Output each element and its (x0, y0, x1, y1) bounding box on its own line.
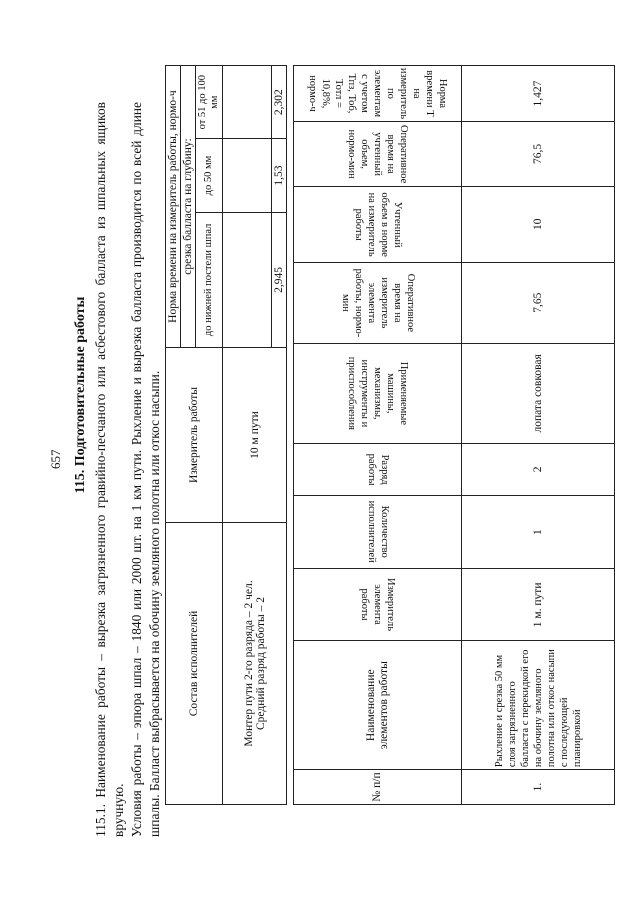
empty-cell (223, 139, 272, 212)
header-to-50mm: до 50 мм (196, 139, 223, 212)
section-title: 115. Подготовительные работы (73, 296, 88, 494)
header-norm: Норма времени на измеритель работы, нормо-ч (166, 66, 181, 348)
composition-cell (223, 522, 287, 804)
header-volume (294, 186, 462, 262)
row-element-meter: 1 м. пути (462, 569, 615, 641)
header-tools (294, 343, 462, 443)
header-51-100mm: от 51 до 100 мм (196, 66, 223, 139)
header-count-text: Количество исполнителей (365, 500, 390, 564)
row-grade: 2 (462, 443, 615, 495)
row-count: 1 (462, 495, 615, 569)
row-norm-t: 1,427 (462, 66, 615, 122)
page-number: 657 (48, 449, 63, 469)
header-count (294, 495, 462, 569)
composition-line1: Монтер пути 2-го разряда – 2 чел. (242, 580, 255, 747)
row-op-time: 7,65 (462, 262, 615, 343)
header-op-time-text: Оперативное время на измеритель элемента работы, нормо-мин (339, 268, 416, 337)
empty-cell (223, 66, 272, 139)
row-element-name: Рыхление и срезка 50 мм слоя загрязненного балласта с перекидкой его на обочину земляного полотна или откос насыпи с последующей планировкой (462, 641, 615, 770)
empty-cell (223, 212, 272, 347)
row-num: 1. (462, 770, 615, 805)
header-grade-text: Разряд работы (365, 453, 390, 486)
header-op-volume (294, 122, 462, 187)
header-op-volume-text: Оперативное время на учтенный объем, нормо-мин (346, 124, 409, 184)
work-conditions-paragraph: Условия работы – эпюра шпал – 1840 или 2000 шт. на 1 км пути. Рыхление и вырезка балласта производится по всей длине шпалы. Балласт выбрасывается на обочину земляного полотна или откос насыпи. (129, 102, 162, 837)
header-to-sleeper-bed: до нижней постели шпал (196, 212, 223, 347)
header-volume-text: Учтенный объем в норме на измеритель работы (352, 191, 403, 257)
row-volume: 10 (462, 186, 615, 262)
header-tools-text: Применяемые машины, механизмы, инструменты и приспособления (346, 356, 409, 430)
header-norm-t (294, 66, 462, 122)
row-op-volume: 76,5 (462, 122, 615, 187)
header-num: № п/п (294, 770, 462, 805)
header-element-meter-text: Измеритель элемента работы (359, 578, 396, 632)
work-name-paragraph: 115.1. Наименование работы – вырезка загрязненного гравийно-песчаного или асбестового балласта из шпальных ящиков вручную. (93, 102, 126, 837)
header-cut-depth: срезка балласта на глубину: (181, 66, 196, 348)
header-composition: Состав исполнителей (166, 522, 223, 804)
meter-cell: 10 м пути (223, 348, 287, 523)
elements-table (293, 65, 615, 805)
header-element-meter (294, 569, 462, 641)
value-to-sleeper-bed: 2,945 (272, 212, 287, 347)
row-tools: лопата совковая (462, 343, 615, 443)
header-op-time (294, 262, 462, 343)
header-meter: Измеритель работы (166, 348, 223, 523)
header-norm-t-text: Норма времени Т на измеритель по элементам с учетом Тпз, Тоб, Тотл = 10,8%, нормо-ч (307, 68, 448, 120)
value-51-100mm: 2,302 (272, 66, 287, 139)
header-grade (294, 443, 462, 495)
value-to-50mm: 1,53 (272, 139, 287, 212)
norms-table (165, 65, 287, 805)
composition-line2: Средний разряд работы – 2 (254, 596, 267, 730)
work-description (92, 102, 164, 837)
header-element-name: Наименование элементов работы (294, 641, 462, 770)
